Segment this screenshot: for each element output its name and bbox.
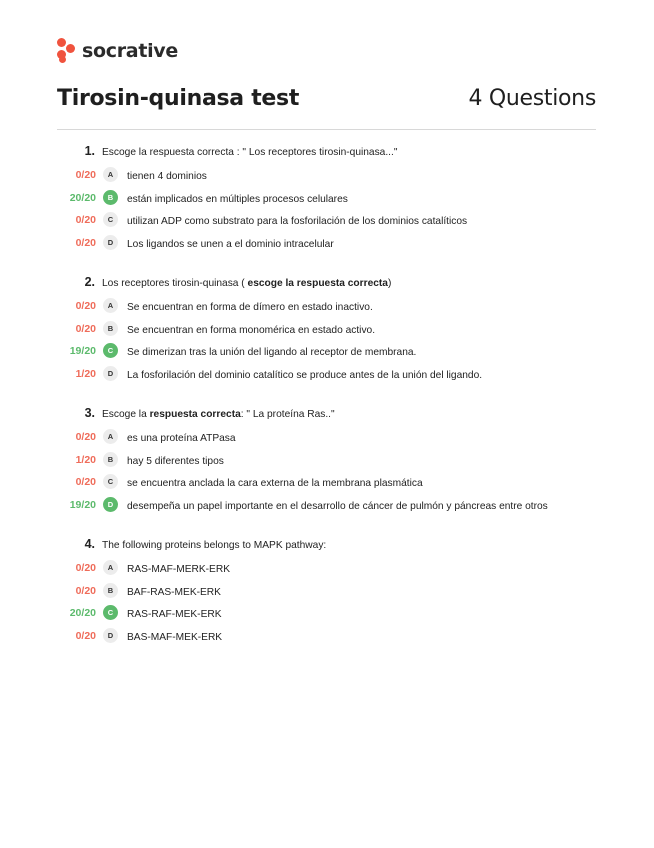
answer-letter-badge: B xyxy=(103,583,118,598)
answer-row xyxy=(0,166,654,189)
question-number: 3. xyxy=(84,406,95,420)
answer-letter-badge: D xyxy=(103,235,118,250)
answer-letter-badge: C xyxy=(103,212,118,227)
question-text xyxy=(102,278,391,289)
question-text-bold: respuesta correcta xyxy=(149,409,241,420)
answer-score: 1/20 xyxy=(75,453,96,466)
answer-text: utilizan ADP como substrato para la fosforilación de los dominios catalíticos xyxy=(127,216,468,227)
answer-letter-badge: A xyxy=(103,167,118,182)
answer-score: 20/20 xyxy=(69,191,96,204)
answer-score: 0/20 xyxy=(75,584,96,597)
answer-text: Se encuentran en forma de dímero en estado inactivo. xyxy=(127,302,373,313)
answer-text: están implicados en múltiples procesos celulares xyxy=(127,193,348,205)
answer-score: 0/20 xyxy=(75,476,96,488)
answer-text: Se dimerizan tras la unión del ligando al receptor de membrana. xyxy=(127,347,417,358)
answer-letter-badge: A xyxy=(103,429,118,444)
answer-row xyxy=(0,365,654,388)
answer-letter-badge: B xyxy=(103,321,118,336)
answer-row xyxy=(0,234,654,257)
answer-text: RAS-MAF-MERK-ERK xyxy=(127,564,231,575)
question-list xyxy=(0,144,654,668)
answer-row xyxy=(0,211,654,234)
answer-text: BAS-MAF-MEK-ERK xyxy=(127,631,223,643)
question-text-after: ) xyxy=(387,278,392,289)
question-text-bold: escoge la respuesta correcta xyxy=(247,278,388,289)
answer-score: 20/20 xyxy=(69,607,96,619)
question-text-before: Escoge la respuesta correcta : " Los receptores tirosin-quinasa..." xyxy=(102,147,398,158)
correct-answer-badge: C xyxy=(103,343,118,358)
answer-letter-badge: A xyxy=(103,560,118,575)
question-4 xyxy=(0,537,654,649)
answer-score: 0/20 xyxy=(75,214,96,226)
answer-row xyxy=(0,451,654,474)
answer-score: 19/20 xyxy=(69,345,96,357)
answer-row xyxy=(0,320,654,343)
socrative-logo-icon xyxy=(57,38,77,64)
answer-text: BAF-RAS-MEK-ERK xyxy=(127,586,221,598)
question-text-after: : " La proteína Ras.." xyxy=(240,409,335,420)
answer-text: Se encuentran en forma monomérica en estado activo. xyxy=(127,324,376,336)
question-count: 4 Questions xyxy=(468,86,596,111)
answer-text: tienen 4 dominios xyxy=(127,171,207,182)
answer-row xyxy=(0,473,654,496)
question-header xyxy=(0,144,654,166)
socrative-logo xyxy=(57,38,178,64)
answer-text: se encuentra anclada la cara externa de la membrana plasmática xyxy=(127,478,423,489)
question-number: 2. xyxy=(84,275,95,289)
answer-row xyxy=(0,604,654,627)
correct-answer-badge: D xyxy=(103,497,118,512)
question-3 xyxy=(0,406,654,518)
answer-row xyxy=(0,496,654,519)
answer-text: es una proteína ATPasa xyxy=(127,433,236,444)
answer-score: 0/20 xyxy=(75,300,96,312)
answer-score: 0/20 xyxy=(75,629,96,642)
logo-text: socrative xyxy=(82,40,178,62)
question-header xyxy=(0,275,654,297)
answer-row xyxy=(0,559,654,582)
answer-row xyxy=(0,582,654,605)
question-2 xyxy=(0,275,654,387)
question-text xyxy=(102,147,397,158)
answer-row xyxy=(0,627,654,650)
question-number: 1. xyxy=(84,144,95,158)
question-1 xyxy=(0,144,654,256)
answer-row xyxy=(0,189,654,212)
answer-text: La fosforilación del dominio catalítico se produce antes de la unión del ligando. xyxy=(127,369,483,381)
question-text xyxy=(102,540,326,551)
question-header xyxy=(0,537,654,559)
answer-row xyxy=(0,297,654,320)
question-text xyxy=(102,409,335,420)
answer-letter-badge: C xyxy=(103,474,118,489)
answer-row xyxy=(0,428,654,451)
answer-score: 19/20 xyxy=(69,498,96,511)
answer-score: 0/20 xyxy=(75,169,96,181)
answer-letter-badge: D xyxy=(103,628,118,643)
correct-answer-badge: C xyxy=(103,605,118,620)
header-divider xyxy=(57,129,596,130)
answer-letter-badge: A xyxy=(103,298,118,313)
answer-text: RAS-RAF-MEK-ERK xyxy=(127,609,222,620)
answer-score: 1/20 xyxy=(75,367,96,380)
answer-score: 0/20 xyxy=(75,236,96,249)
answer-score: 0/20 xyxy=(75,562,96,574)
quiz-title: Tirosin-quinasa test xyxy=(57,86,300,111)
answer-letter-badge: D xyxy=(103,366,118,381)
answer-text: desempeña un papel importante en el desarrollo de cáncer de pulmón y páncreas entre otros xyxy=(127,500,548,512)
question-number: 4. xyxy=(84,537,95,551)
question-text-before: The following proteins belongs to MAPK pathway: xyxy=(102,540,327,551)
correct-answer-badge: B xyxy=(103,190,118,205)
answer-text: hay 5 diferentes tipos xyxy=(127,455,224,467)
answer-score: 0/20 xyxy=(75,322,96,335)
question-text-before: Los receptores tirosin-quinasa ( xyxy=(102,278,248,289)
question-text-before: Escoge la xyxy=(102,409,150,420)
question-header xyxy=(0,406,654,428)
answer-score: 0/20 xyxy=(75,431,96,443)
answer-row xyxy=(0,342,654,365)
answer-text: Los ligandos se unen a el dominio intracelular xyxy=(127,238,334,250)
answer-letter-badge: B xyxy=(103,452,118,467)
